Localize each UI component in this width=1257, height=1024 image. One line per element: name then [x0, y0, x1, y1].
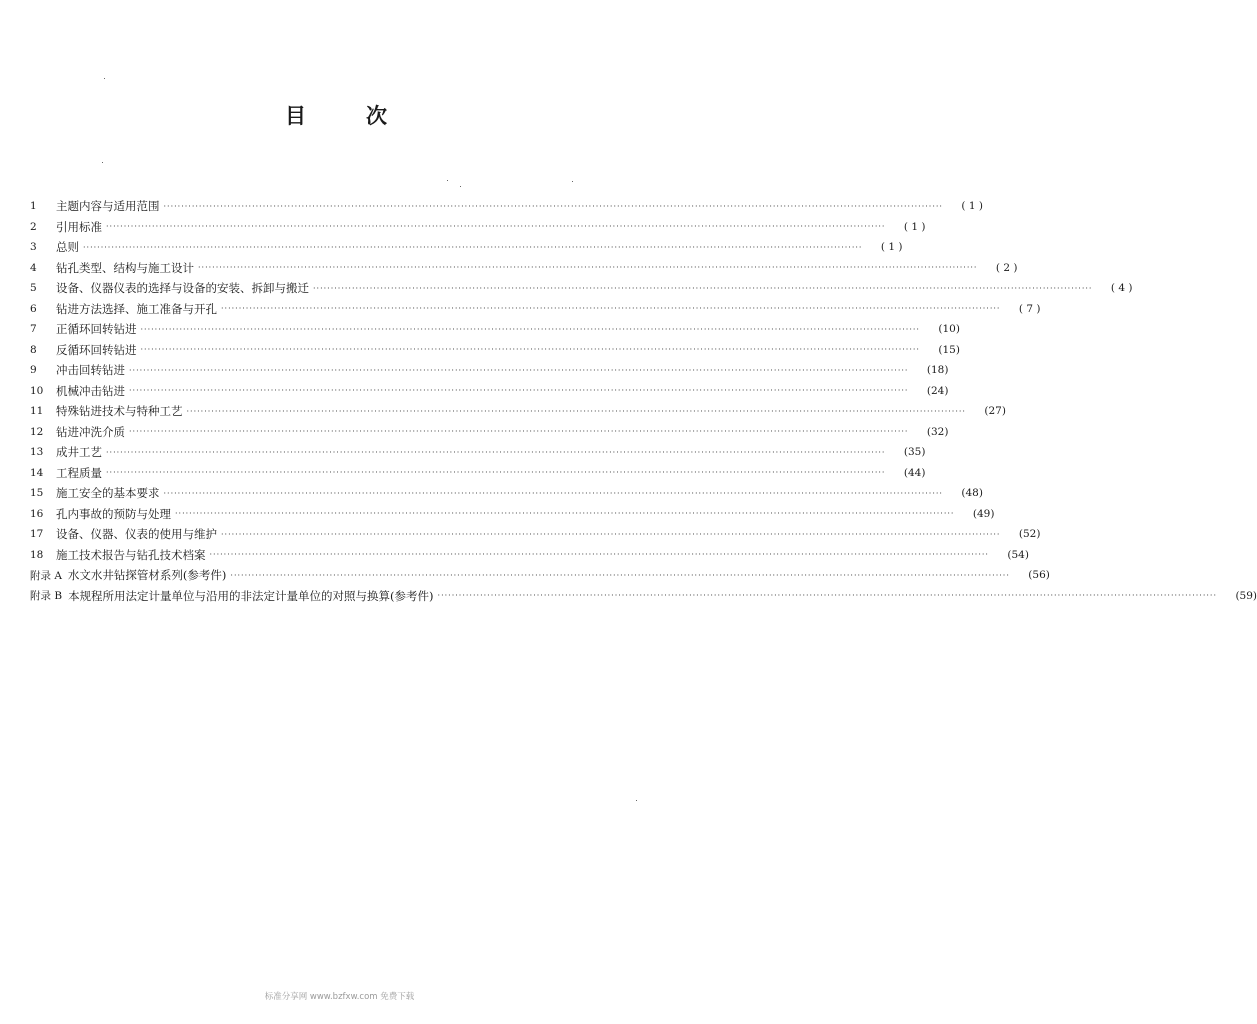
toc-page-number: ( 2 ) — [995, 261, 1018, 274]
toc-leader-dots: ···························································································································································································································· — [198, 263, 978, 273]
toc-leader-dots: ···························································································································································································································· — [186, 406, 966, 416]
toc-row — [30, 360, 949, 381]
toc-page-number: (48) — [961, 487, 983, 500]
toc-page-number: (52) — [1018, 528, 1041, 541]
toc-row — [30, 442, 926, 463]
toc-label: 施工安全的基本要求 — [56, 486, 160, 501]
toc-page-number: (56) — [1028, 569, 1050, 582]
toc-label: 机械冲击钻进 — [56, 383, 125, 398]
toc-label: 工程质量 — [56, 465, 102, 480]
toc-leader-dots: ···························································································································································································································· — [209, 550, 989, 560]
toc-page-number: (15) — [938, 343, 960, 356]
toc-page-number: (18) — [926, 364, 949, 377]
toc-number: 附录 B — [30, 590, 63, 603]
toc-number: 4 — [30, 261, 37, 274]
toc-page-number: ( 1 ) — [961, 200, 983, 213]
toc-label: 总则 — [56, 240, 79, 255]
toc-leader-dots: ···························································································································································································································· — [437, 591, 1217, 601]
toc-page-number: (24) — [926, 384, 949, 397]
toc-leader-dots: ···························································································································································································································· — [129, 365, 909, 375]
toc-number: 8 — [30, 343, 37, 356]
toc-leader-dots: ···························································································································································································································· — [230, 570, 1010, 580]
toc-row — [30, 381, 949, 402]
toc-leader-dots: ···························································································································································································································· — [106, 468, 886, 478]
toc-page-number: (44) — [903, 466, 926, 479]
title-char-1: 目 — [285, 104, 306, 128]
toc-number: 11 — [30, 405, 44, 418]
toc-number: 7 — [30, 323, 37, 336]
toc-page-number: (49) — [972, 507, 995, 520]
scan-speck — [447, 180, 448, 181]
toc-leader-dots: ···························································································································································································································· — [129, 427, 909, 437]
table-of-contents — [30, 196, 1257, 606]
toc-number: 13 — [30, 446, 44, 459]
scan-speck — [104, 78, 105, 79]
toc-row — [30, 524, 1041, 545]
toc-number: 10 — [30, 384, 44, 397]
toc-label: 孔内事故的预防与处理 — [56, 506, 171, 521]
toc-row — [30, 278, 1133, 299]
toc-row — [30, 401, 1006, 422]
scan-speck — [102, 162, 103, 163]
toc-row — [30, 258, 1018, 279]
toc-label: 钻进冲洗介质 — [56, 424, 125, 439]
toc-leader-dots: ···························································································································································································································· — [106, 222, 886, 232]
toc-number: 1 — [30, 200, 37, 213]
toc-page-number: ( 1 ) — [903, 220, 926, 233]
toc-leader-dots: ···························································································································································································································· — [175, 509, 955, 519]
toc-row — [30, 545, 1029, 566]
toc-page-number: (10) — [938, 323, 960, 336]
toc-page-number: ( 4 ) — [1110, 282, 1133, 295]
toc-label: 正循环回转钻进 — [56, 322, 137, 337]
toc-label: 成井工艺 — [56, 445, 102, 460]
toc-page-number: (35) — [903, 446, 926, 459]
toc-page-number: ( 1 ) — [880, 241, 903, 254]
toc-row — [30, 237, 903, 258]
toc-label: 冲击回转钻进 — [56, 363, 125, 378]
toc-leader-dots: ···························································································································································································································· — [221, 529, 1001, 539]
toc-leader-dots: ···························································································································································································································· — [106, 447, 886, 457]
toc-label: 施工技术报告与钻孔技术档案 — [56, 547, 206, 562]
toc-page-number: (59) — [1235, 589, 1257, 602]
toc-number: 15 — [30, 487, 44, 500]
toc-row — [30, 483, 983, 504]
title-char-2: 次 — [366, 104, 387, 128]
toc-row — [30, 299, 1041, 320]
scan-speck — [460, 186, 461, 187]
toc-leader-dots: ···························································································································································································································· — [221, 304, 1001, 314]
toc-leader-dots: ···························································································································································································································· — [163, 201, 943, 211]
toc-number: 9 — [30, 364, 37, 377]
toc-label: 设备、仪器、仪表的使用与维护 — [56, 527, 217, 542]
toc-label: 特殊钻进技术与特种工艺 — [56, 404, 183, 419]
toc-page-number: (54) — [1007, 548, 1029, 561]
toc-number: 2 — [30, 220, 37, 233]
toc-number: 3 — [30, 241, 37, 254]
toc-leader-dots: ···························································································································································································································· — [140, 345, 920, 355]
toc-row — [30, 340, 960, 361]
toc-number: 17 — [30, 528, 44, 541]
toc-row — [30, 504, 995, 525]
toc-label: 设备、仪器仪表的选择与设备的安装、拆卸与搬迁 — [56, 281, 309, 296]
toc-label: 钻孔类型、结构与施工设计 — [56, 260, 194, 275]
toc-label: 主题内容与适用范围 — [56, 199, 160, 214]
toc-leader-dots: ···························································································································································································································· — [140, 324, 920, 334]
toc-label: 钻进方法选择、施工准备与开孔 — [56, 301, 217, 316]
scan-speck — [572, 181, 573, 182]
watermark-footer: 标准分享网 www.bzfxw.com 免费下载 — [264, 992, 415, 1002]
toc-row — [30, 565, 1050, 586]
toc-leader-dots: ···························································································································································································································· — [163, 488, 943, 498]
toc-row — [30, 463, 926, 484]
toc-row — [30, 319, 960, 340]
toc-number: 18 — [30, 548, 44, 561]
toc-number: 16 — [30, 507, 44, 520]
toc-page-number: ( 7 ) — [1018, 302, 1041, 315]
toc-label: 本规程所用法定计量单位与沿用的非法定计量单位的对照与换算(参考件) — [68, 588, 434, 603]
toc-row — [30, 196, 983, 217]
toc-row — [30, 586, 1257, 607]
toc-number: 6 — [30, 302, 37, 315]
toc-row — [30, 217, 926, 238]
toc-label: 水文水井钻探管材系列(参考件) — [67, 568, 227, 583]
toc-leader-dots: ···························································································································································································································· — [313, 283, 1093, 293]
toc-label: 引用标准 — [56, 219, 102, 234]
toc-leader-dots: ···························································································································································································································· — [83, 242, 863, 252]
scan-speck — [636, 800, 637, 801]
toc-page-number: (27) — [984, 405, 1006, 418]
toc-number: 5 — [30, 282, 37, 295]
toc-number: 14 — [30, 466, 44, 479]
toc-number: 附录 A — [30, 569, 62, 582]
toc-number: 12 — [30, 425, 44, 438]
toc-leader-dots: ···························································································································································································································· — [129, 386, 909, 396]
toc-label: 反循环回转钻进 — [56, 342, 137, 357]
toc-page-number: (32) — [926, 425, 949, 438]
toc-row — [30, 422, 949, 443]
